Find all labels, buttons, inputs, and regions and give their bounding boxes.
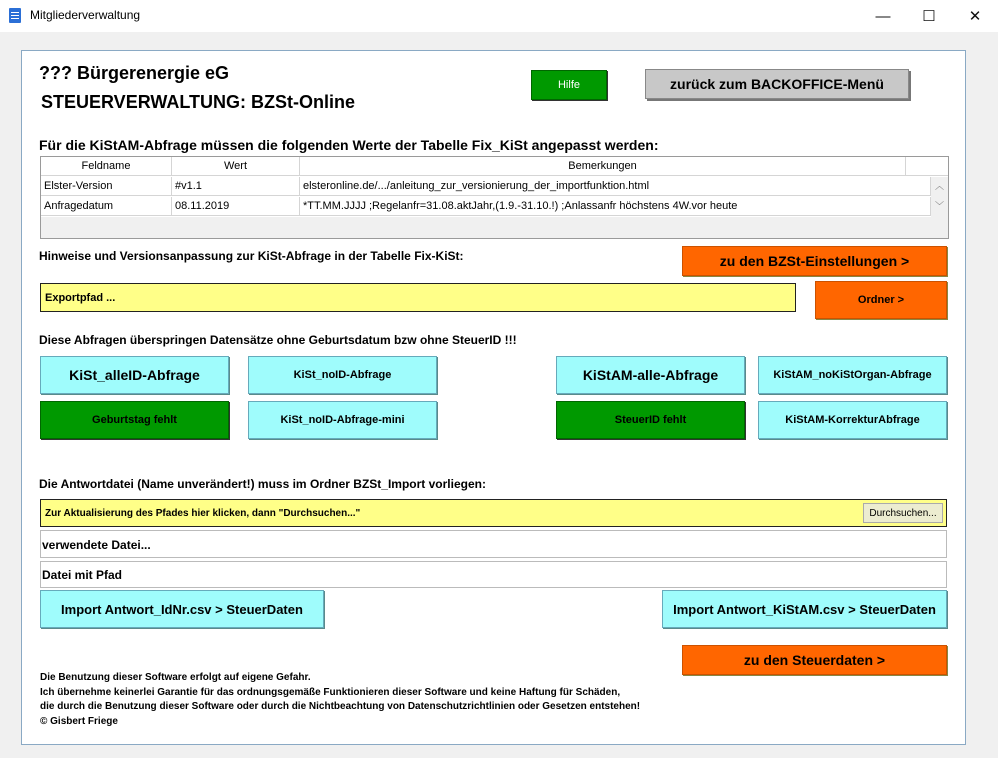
minimize-button[interactable]: — [875, 7, 891, 25]
file-with-path-field[interactable] [40, 561, 947, 588]
queries-notice: Diese Abfragen überspringen Datensätze ohne Geburtsdatum bzw ohne SteuerID !!! [39, 333, 517, 347]
used-file-field[interactable] [40, 530, 947, 558]
scroll-up-icon[interactable]: ︿ [935, 181, 945, 191]
column-header-wert[interactable]: Wert [172, 157, 300, 176]
folder-button[interactable]: Ordner > [815, 281, 947, 319]
import-path-field[interactable] [40, 499, 947, 527]
kistam-all-button[interactable]: KiStAM-alle-Abfrage [556, 356, 745, 394]
cell-wert[interactable]: #v1.1 [172, 177, 300, 196]
cell-feldname[interactable]: Anfragedatum [41, 197, 172, 216]
taxid-missing-button[interactable]: SteuerID fehlt [556, 401, 745, 439]
kistam-heading: Für die KiStAM-Abfrage müssen die folgenden Werte der Tabelle Fix_KiSt angepasst werden: [39, 137, 659, 153]
document-icon [9, 8, 21, 23]
import-path-hint: Zur Aktualisierung des Pfades hier klicken, dann "Durchsuchen..." [45, 508, 361, 519]
disclaimer-line-3: die durch die Benutzung dieser Software oder durch die Nichtbeachtung von Datenschutzrichtlinien oder Gesetzen entstehen! [40, 701, 641, 712]
window-title: Mitgliederverwaltung [30, 8, 141, 22]
column-header-bemerkungen[interactable]: Bemerkungen [300, 157, 906, 176]
kist-all-id-button[interactable]: KiSt_alleID-Abfrage [40, 356, 229, 394]
browse-button[interactable]: Durchsuchen... [863, 503, 943, 523]
disclaimer [40, 671, 640, 729]
fix-kist-table [40, 156, 949, 239]
used-file-text: verwendete Datei... [42, 538, 151, 552]
kist-noid-button[interactable]: KiSt_noID-Abfrage [248, 356, 437, 394]
scroll-down-icon[interactable]: ﹀ [935, 201, 945, 211]
form-area [21, 50, 966, 745]
title-bar [0, 0, 998, 32]
bzst-settings-button[interactable]: zu den BZSt-Einstellungen > [682, 246, 947, 276]
copyright: © Gisbert Friege [40, 715, 118, 727]
back-to-backoffice-button[interactable]: zurück zum BACKOFFICE-Menü [645, 69, 909, 99]
kistam-correction-button[interactable]: KiStAM-KorrekturAbfrage [758, 401, 947, 439]
kistam-nokistorgan-button[interactable]: KiStAM_noKiStOrgan-Abfrage [758, 356, 947, 394]
maximize-button[interactable]: ☐ [922, 8, 936, 25]
table-row[interactable] [41, 177, 931, 197]
table-row[interactable] [41, 197, 931, 217]
import-idnr-button[interactable]: Import Antwort_IdNr.csv > SteuerDaten [40, 590, 324, 628]
cell-bemerkung[interactable]: elsteronline.de/.../anleitung_zur_versionierung_der_importfunktion.html [300, 177, 931, 196]
cell-feldname[interactable]: Elster-Version [41, 177, 172, 196]
table-header-row [41, 157, 948, 177]
org-title: ??? Bürgerenergie eG [39, 63, 230, 83]
kist-noid-mini-button[interactable]: KiSt_noID-Abfrage-mini [248, 401, 437, 439]
to-taxdata-button[interactable]: zu den Steuerdaten > [682, 645, 947, 675]
page-title: STEUERVERWALTUNG: BZSt-Online [41, 92, 356, 112]
file-with-path-text: Datei mit Pfad [42, 568, 123, 582]
column-header-feldname[interactable]: Feldname [41, 157, 172, 176]
disclaimer-line-1: Die Benutzung dieser Software erfolgt auf eigene Gefahr. [40, 672, 311, 683]
column-header-spacer [906, 157, 948, 176]
hints-label: Hinweise und Versionsanpassung zur KiSt-Abfrage in der Tabelle Fix-KiSt: [39, 249, 464, 263]
help-button[interactable]: Hilfe [531, 70, 607, 100]
table-scrollbar[interactable] [932, 177, 948, 217]
import-label: Die Antwortdatei (Name unverändert!) muss im Ordner BZSt_Import vorliegen: [39, 477, 486, 491]
cell-bemerkung[interactable]: *TT.MM.JJJJ ;Regelanfr=31.08.aktJahr,(1.9.-31.10.!) ;Anlassanfr höchstens 4W.vor heute [300, 197, 931, 216]
export-path-field[interactable] [40, 283, 796, 312]
birthday-missing-button[interactable]: Geburtstag fehlt [40, 401, 229, 439]
export-path-text: Exportpfad ... [45, 292, 116, 304]
import-kistam-button[interactable]: Import Antwort_KiStAM.csv > SteuerDaten [662, 590, 947, 628]
disclaimer-line-2: Ich übernehme keinerlei Garantie für das ordnungsgemäße Funktionieren dieser Software und keine Haftung für Schäden, [40, 686, 621, 698]
close-button[interactable]: ✕ [968, 8, 982, 25]
cell-wert[interactable]: 08.11.2019 [172, 197, 300, 216]
